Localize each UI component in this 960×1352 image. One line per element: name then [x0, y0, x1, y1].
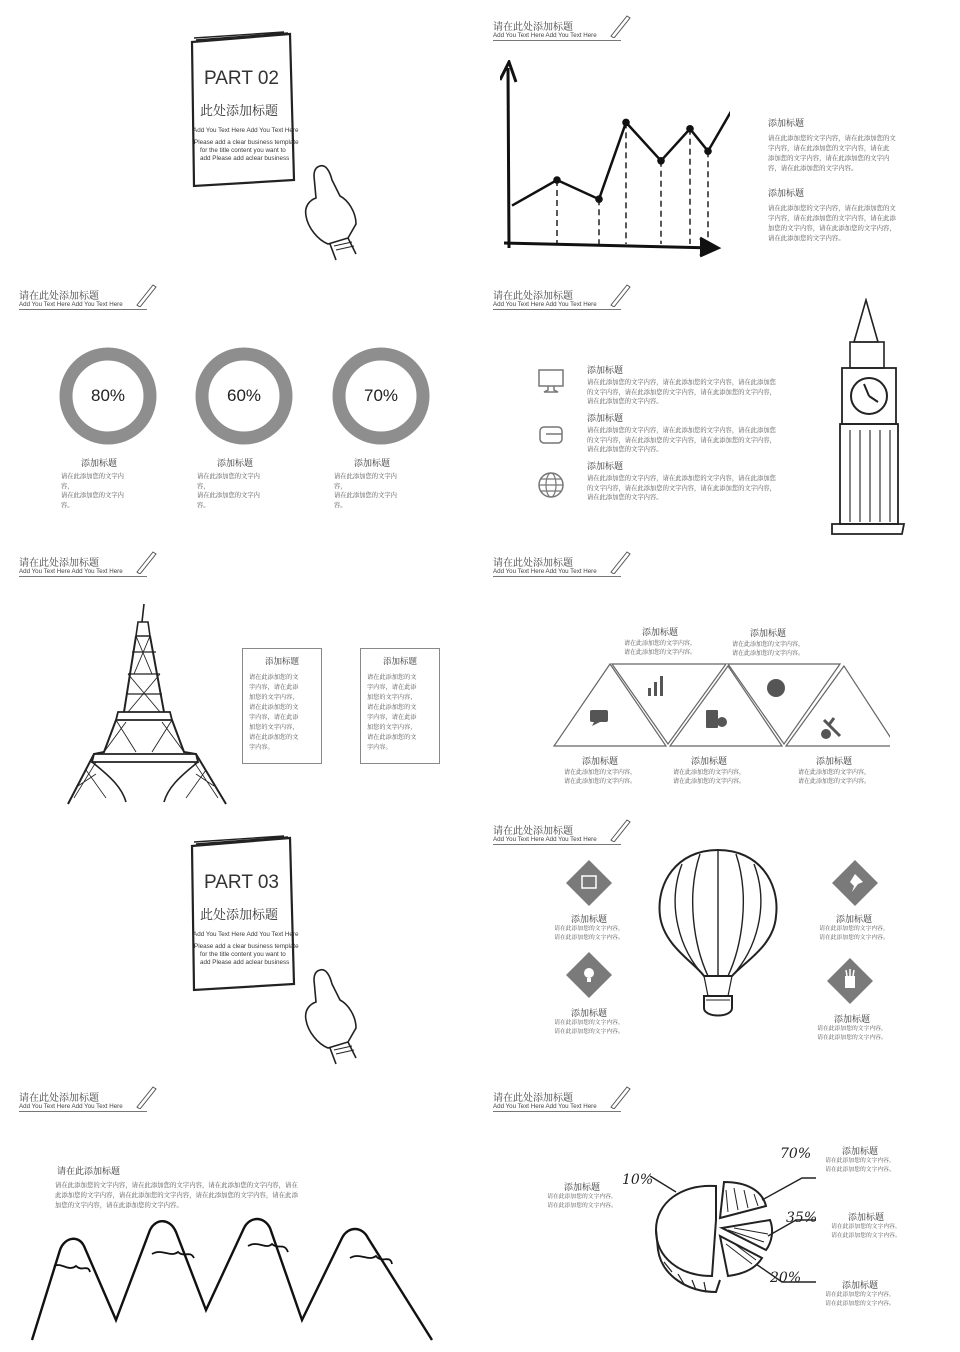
header-underline [493, 844, 621, 845]
data-point [553, 176, 561, 184]
part-sub: Add You Text Here Add You Text Here [193, 127, 299, 134]
pie-label-20: 20% [770, 1270, 802, 1286]
item-text: 请在此添加您的文字内容，请在此添加您的文字内容，请在此添加您 的文字内容，请在此添加您的文字内容，请在此添加您的文字内容， 请在此添加您的文字内容。 [587, 475, 776, 501]
mountain-title: 请在此添加标题 [57, 1167, 121, 1177]
triangle-title: 添加标题 [690, 757, 727, 767]
part-body-2: for the title content you want to [200, 147, 286, 154]
header-title: 请在此处添加标题 [493, 1093, 573, 1104]
brain-head-icon [767, 679, 785, 697]
line-item-title: 添加标题 [768, 119, 805, 129]
header-underline [493, 1111, 621, 1112]
pie-item-mid-right: 添加标题 请在此添加您的文字内容， 请在此添加您的文字内容。 [831, 1213, 901, 1239]
ring-title: 添加标题 [81, 459, 118, 469]
data-point [657, 157, 665, 165]
slide-header [493, 554, 633, 586]
pie-label-70: 70% [780, 1146, 812, 1162]
slide-part03 [0, 810, 480, 1080]
part-sub: Add You Text Here Add You Text Here [193, 931, 299, 938]
slide-header [19, 554, 159, 586]
slide-header [493, 287, 633, 319]
triangle-diagram [550, 660, 890, 750]
box-title: 添加标题 [382, 657, 417, 667]
triangle-text: 请在此添加您的文字内容， 请在此添加您的文字内容。 [563, 769, 636, 785]
header-underline [493, 576, 621, 577]
triangle-bottom-3 [784, 754, 884, 786]
x-axis [504, 243, 714, 248]
lightbulb-icon [584, 968, 594, 978]
part-body-2: for the title content you want to [200, 951, 286, 958]
header-subtitle: Add You Text Here Add You Text Here [19, 301, 123, 308]
pointing-hand-icon [296, 964, 366, 1070]
part-body-1: Please add a clear business template [194, 943, 299, 950]
header-title: 请在此处添加标题 [493, 558, 573, 569]
mountain-text: 请在此添加您的文字内容，请在此添加您的文字内容，请在此添加您的文字内容，请在 此添加您的文字内容，请在此添加您的文字内容，请在此添加您的文字内容，请在此添 加您的文字内容，请在此添加您的文字内容。 [55, 1181, 298, 1209]
pie-item-top-right: 添加标题 请在此添加您的文字内容， 请在此添加您的文字内容。 [825, 1147, 895, 1173]
chat-icon [590, 710, 608, 722]
line-item-text: 请在此添加您的文字内容，请在此添加您的文 字内容，请在此添加您的文字内容，请在此添 加您的文字内容，请在此添加您的文字内容， 请在此添加您的文字内容。 [768, 204, 896, 242]
slide-eiffel [0, 540, 480, 810]
item-title: 添加标题 [587, 366, 624, 376]
line-item-title: 添加标题 [768, 189, 805, 199]
header-subtitle: Add You Text Here Add You Text Here [19, 568, 123, 575]
diamond-icon-3 [564, 950, 614, 1000]
pie-item-left: 添加标题 请在此添加您的文字内容， 请在此添加您的文字内容。 [547, 1183, 617, 1209]
bars-icon [654, 682, 657, 696]
ring-title: 添加标题 [217, 459, 254, 469]
slide-part02 [0, 0, 480, 270]
slide-header [493, 18, 633, 50]
triangle-text: 请在此添加您的文字内容， 请在此添加您的文字内容。 [623, 640, 696, 656]
pie-label-35: 35% [786, 1210, 818, 1226]
ring-caption [61, 456, 124, 510]
ring-value: 80% [90, 386, 126, 405]
mountains-illustration [30, 1210, 440, 1350]
triangle-title: 添加标题 [641, 628, 678, 638]
header-title: 请在此处添加标题 [19, 1093, 99, 1104]
triangle-title: 添加标题 [815, 757, 852, 767]
pencil-icon [135, 1083, 157, 1109]
part-title: 此处添加标题 [200, 908, 279, 923]
line-text-block-2 [768, 186, 918, 243]
data-point [622, 119, 630, 127]
header-underline [493, 309, 621, 310]
ring-caption [197, 456, 260, 510]
header-title: 请在此处添加标题 [19, 291, 99, 302]
y-axis [508, 68, 509, 248]
diamond-icon-4 [825, 956, 875, 1006]
ring-value: 60% [226, 386, 262, 405]
big-ben-illustration [828, 298, 908, 538]
pencil-icon [609, 816, 631, 842]
triangle-title: 添加标题 [581, 757, 618, 767]
header-underline [493, 40, 621, 41]
pencil-icon [609, 281, 631, 307]
header-subtitle: Add You Text Here Add You Text Here [493, 301, 597, 308]
header-title: 请在此处添加标题 [493, 291, 573, 302]
slide-header [493, 1089, 633, 1121]
part-body-3: add Please add aclear business [200, 155, 290, 162]
slide-line-chart [480, 0, 960, 270]
header-subtitle: Add You Text Here Add You Text Here [493, 32, 597, 39]
triangle-bottom-2 [659, 754, 759, 786]
pie-item-bottom-right: 添加标题 请在此添加您的文字内容， 请在此添加您的文字内容。 [825, 1281, 895, 1307]
slide-rings [0, 270, 480, 540]
phone-money-icon [706, 710, 718, 728]
series-line [512, 106, 730, 205]
item-text: 请在此添加您的文字内容，请在此添加您的文字内容，请在此添加您 的文字内容，请在此添加您的文字内容，请在此添加您的文字内容， 请在此添加您的文字内容。 [587, 427, 776, 453]
slide-mountains [0, 1080, 480, 1352]
slide-pie [480, 1080, 960, 1352]
pie-label-10: 10% [622, 1172, 654, 1188]
triangle-top-2 [718, 626, 818, 658]
slide-header [493, 822, 633, 854]
slide-header [19, 1089, 159, 1121]
icon-list-item-2 [587, 411, 776, 455]
item-title: 添加标题 [587, 462, 624, 472]
pencil-cup-icon [845, 976, 855, 988]
part-number: PART 03 [204, 872, 279, 893]
eiffel-text-box-1 [242, 648, 322, 764]
triangle-bottom-1 [550, 754, 650, 786]
eiffel-tower-illustration [66, 602, 230, 808]
icon-list-item-3 [587, 459, 776, 503]
balloon-item-3: 添加标题 请在此添加您的文字内容， 请在此添加您的文字内容。 [554, 1009, 624, 1035]
data-point [686, 125, 694, 133]
item-title: 添加标题 [587, 414, 624, 424]
triangle-text: 请在此添加您的文字内容， 请在此添加您的文字内容。 [672, 769, 745, 785]
ring-title: 添加标题 [354, 459, 391, 469]
item-text: 请在此添加您的文字内容，请在此添加您的文字内容，请在此添加您 的文字内容，请在此添加您的文字内容，请在此添加您的文字内容， 请在此添加您的文字内容。 [587, 379, 776, 405]
hot-air-balloon-illustration [654, 846, 782, 1026]
ring-charts [0, 270, 480, 540]
header-underline [19, 576, 147, 577]
pencil-icon [609, 12, 631, 38]
part-body-1: Please add a clear business template [194, 139, 299, 146]
pencil-icon [135, 548, 157, 574]
line-text-block-1 [768, 116, 918, 173]
part-title: 此处添加标题 [200, 104, 279, 119]
data-point [595, 195, 603, 203]
ring-text: 请在此添加您的文字内 容， 请在此添加您的文字内 容。 [334, 473, 397, 509]
triangle-top-1 [610, 625, 710, 657]
header-underline [19, 1111, 147, 1112]
pointing-hand-icon [296, 160, 366, 266]
ring-text: 请在此添加您的文字内 容， 请在此添加您的文字内 容。 [61, 473, 124, 509]
box-text: 请在此添加您的文 字内容，请在此添 加您的文字内容， 请在此添加您的文 字内容，请在此添 加您的文字内容， 请在此添加您的文 字内容。 [249, 674, 299, 751]
balloon-item-1: 添加标题 请在此添加您的文字内容， 请在此添加您的文字内容。 [554, 915, 624, 941]
globe-icon [536, 470, 566, 500]
pencil-icon [609, 1083, 631, 1109]
diamond-icon-2 [830, 858, 880, 908]
header-title: 请在此处添加标题 [493, 22, 573, 33]
icon-list-item-1 [587, 363, 776, 407]
diamond-icon-1 [564, 858, 614, 908]
x-axis-arrow [700, 238, 718, 256]
balloon-item-4: 添加标题 请在此添加您的文字内容， 请在此添加您的文字内容。 [817, 1015, 887, 1041]
ring-caption [334, 456, 397, 510]
pencil-icon [609, 548, 631, 574]
balloon-item-2: 添加标题 请在此添加您的文字内容， 请在此添加您的文字内容。 [819, 915, 889, 941]
box-text: 请在此添加您的文 字内容，请在此添 加您的文字内容， 请在此添加您的文 字内容，请在此添 加您的文字内容， 请在此添加您的文 字内容。 [367, 674, 417, 751]
eiffel-text-box-2 [360, 648, 440, 764]
ring-value: 70% [363, 386, 399, 405]
triangle-text: 请在此添加您的文字内容， 请在此添加您的文字内容。 [797, 769, 870, 785]
part-body-3: add Please add aclear business [200, 959, 290, 966]
header-subtitle: Add You Text Here Add You Text Here [493, 836, 597, 843]
header-title: 请在此处添加标题 [19, 558, 99, 569]
part-number: PART 02 [204, 68, 279, 89]
data-point [704, 147, 712, 155]
wallet-icon [536, 422, 566, 448]
ring-text: 请在此添加您的文字内 容， 请在此添加您的文字内 容。 [197, 473, 260, 509]
slide-balloon [480, 810, 960, 1080]
header-subtitle: Add You Text Here Add You Text Here [493, 568, 597, 575]
triangle-text: 请在此添加您的文字内容， 请在此添加您的文字内容。 [731, 641, 804, 657]
slide-triangles [480, 540, 960, 810]
monitor-icon [536, 368, 566, 394]
line-item-text: 请在此添加您的文字内容，请在此添加您的文 字内容，请在此添加您的文字内容，请在此 添加您的文字内容，请在此添加您的文字内 容，请在此添加您的文字内容。 [768, 134, 896, 172]
header-subtitle: Add You Text Here Add You Text Here [19, 1103, 123, 1110]
slide-icon-list [480, 270, 960, 540]
triangle-title: 添加标题 [749, 629, 786, 639]
header-subtitle: Add You Text Here Add You Text Here [493, 1103, 597, 1110]
box-title: 添加标题 [264, 657, 299, 667]
header-title: 请在此处添加标题 [493, 826, 573, 837]
line-chart [500, 60, 730, 260]
